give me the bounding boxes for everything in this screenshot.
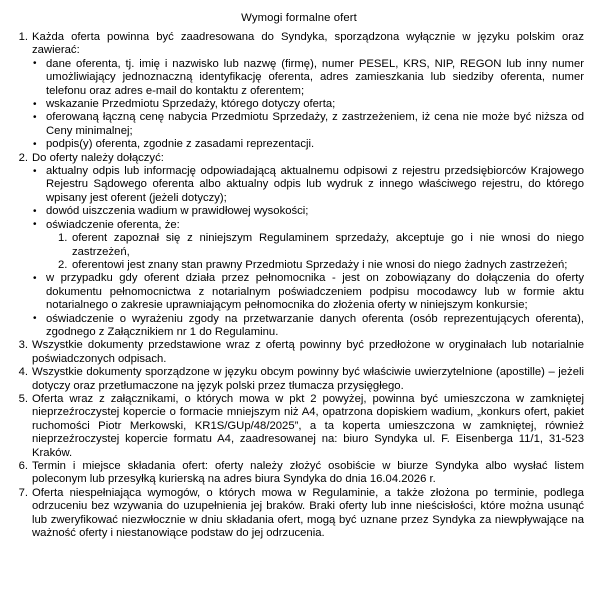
bullet-text: oświadczenie o wyrażeniu zgody na przetwarzanie danych oferenta (osób reprezentujących oferenta), zgodnego z Załącznikiem nr 1 do Regulaminu.: [46, 312, 584, 338]
list-item-text: Oferta wraz z załącznikami, o których mowa w pkt 2 powyżej, powinna być umieszczona w zamkniętej nieprzeźroczystej kopercie o formacie mniejszym niż A4, opatrzona dopiskiem wadium, „konkurs ofert, pakiet ruchomości Piotr Merkowski, KR1S/GUp/48/2025”, a ta koperta umieszczona w zamkniętej, również nieprzeźroczystej kopercie formatu A4, zaadresowanej na: biuro Syndyka ul. F. Eisenberga 11/1, 31-523 Kraków.: [32, 392, 584, 459]
bullet-icon: •: [33, 272, 37, 284]
list-item-number: 1.: [18, 31, 28, 43]
bullet-icon: •: [33, 138, 37, 150]
bullet-icon: •: [33, 111, 37, 123]
bullet-icon: •: [33, 205, 37, 217]
list-item-number: 7.: [18, 486, 28, 499]
list-item: [32, 219, 584, 273]
list-item: [14, 31, 584, 152]
list-item: [32, 205, 584, 218]
list-item: [32, 98, 584, 111]
sub-item-number: 1.: [58, 232, 68, 245]
list-item-number: 3.: [18, 339, 28, 352]
list-item: [14, 339, 584, 366]
bullet-icon: •: [33, 98, 37, 110]
bullet-text: aktualny odpis lub informację odpowiadającą aktualnemu odpisowi z rejestru przedsiębiorców Krajowego Rejestru Sądowego oferenta albo aktualny odpis lub wydruk z innego właściwego rejestru, do którego wpisany jest oferent (jeżeli dotyczy);: [46, 165, 584, 204]
bullet-list: [32, 58, 584, 152]
bullet-text: oferowaną łączną cenę nabycia Przedmiotu Sprzedaży, z zastrzeżeniem, iż cena nie może być niższa od Ceny minimalnej;: [46, 111, 584, 137]
list-item: [14, 152, 584, 340]
bullet-text: w przypadku gdy oferent działa przez pełnomocnika - jest on zobowiązany do dołączenia do oferty dokumentu pełnomocnictwa z notarialnym poświadczeniem podpisu mocodawcy lub w formie aktu notarialnego o zakresie uprawniającym pełnomocnika do złożenia oferty w niniejszym konkursie;: [46, 272, 584, 312]
list-item-number: 2.: [18, 151, 28, 164]
bullet-icon: •: [33, 58, 37, 70]
bullet-list: [32, 165, 584, 339]
list-item-text: Każda oferta powinna być zaadresowana do Syndyka, sporządzona wyłącznie w języku polskim oraz zawierać:: [32, 31, 584, 57]
bullet-text: podpis(y) oferenta, zgodnie z zasadami reprezentacji.: [46, 138, 315, 151]
list-item: [58, 232, 584, 259]
list-item: [14, 487, 584, 541]
bullet-text: dowód uiszczenia wadium w prawidłowej wysokości;: [46, 205, 309, 218]
bullet-icon: •: [33, 165, 37, 177]
list-item: [14, 460, 584, 487]
bullet-text: wskazanie Przedmiotu Sprzedaży, którego dotyczy oferta;: [46, 98, 336, 111]
list-item-text: Do oferty należy dołączyć:: [32, 151, 164, 164]
sub-item-text: oferentowi jest znany stan prawny Przedmiotu Sprzedaży i nie wnosi do niego żadnych zastrzeżeń;: [72, 258, 568, 271]
sub-item-number: 2.: [58, 258, 68, 271]
list-item-number: 4.: [18, 366, 28, 379]
list-item: [32, 111, 584, 138]
list-item: [32, 272, 584, 312]
list-item-text: Wszystkie dokumenty przedstawione wraz z ofertą powinny być przedłożone w oryginałach lub notarialnie poświadczonych odpisach.: [32, 339, 584, 365]
sub-item-text: oferent zapoznał się z niniejszym Regulaminem sprzedaży, akceptuje go i nie wnosi do niego zastrzeżeń,: [72, 232, 584, 258]
list-item-text: Termin i miejsce składania ofert: oferty należy złożyć osobiście w biurze Syndyka albo wysłać listem poleconym lub przesyłką kurierską na adres biura Syndyka do dnia 16.04.2026 r.: [32, 460, 584, 486]
bullet-text: dane oferenta, tj. imię i nazwisko lub nazwę (firmę), numer PESEL, KRS, NIP, REGON lub inny numer umożliwiający jednoznaczną identyfikację oferenta, adres zamieszkania lub siedziby oferenta, numer telefonu oraz adres e-mail do kontaktu z oferentem;: [46, 57, 584, 97]
list-item: [14, 393, 584, 460]
bullet-icon: •: [33, 219, 37, 231]
list-item: [58, 259, 584, 272]
list-item: [32, 165, 584, 205]
list-item-number: 5.: [18, 392, 28, 405]
bullet-icon: •: [33, 313, 37, 325]
list-item: [32, 313, 584, 340]
list-item-text: Wszystkie dokumenty sporządzone w języku obcym powinny być właściwie uwierzytelnione (apostille) – jeżeli dotyczy oraz przetłumaczone na język polski przez tłumacza przysięgłego.: [32, 366, 584, 392]
list-item-text: Oferta niespełniająca wymogów, o których mowa w Regulaminie, a także złożona po terminie, podlega odrzuceniu bez wzywania do uzupełnienia jej braków. Braki oferty lub inne nieścisłości, które można usunąć lub zweryfikować niezwłocznie w dniu składania ofert, mogą być uznane przez Syndyka za niewpływające na ważność oferty i niestanowiące podstaw do jej odrzucenia.: [32, 486, 584, 540]
sub-numbered-list: [46, 232, 584, 272]
page-title: Wymogi formalne ofert: [241, 12, 357, 24]
bullet-text: oświadczenie oferenta, że:: [46, 218, 180, 231]
list-item: [32, 138, 584, 151]
list-item: [14, 366, 584, 393]
list-item-number: 6.: [18, 460, 28, 472]
requirements-list: [14, 31, 584, 540]
list-item: [32, 58, 584, 98]
